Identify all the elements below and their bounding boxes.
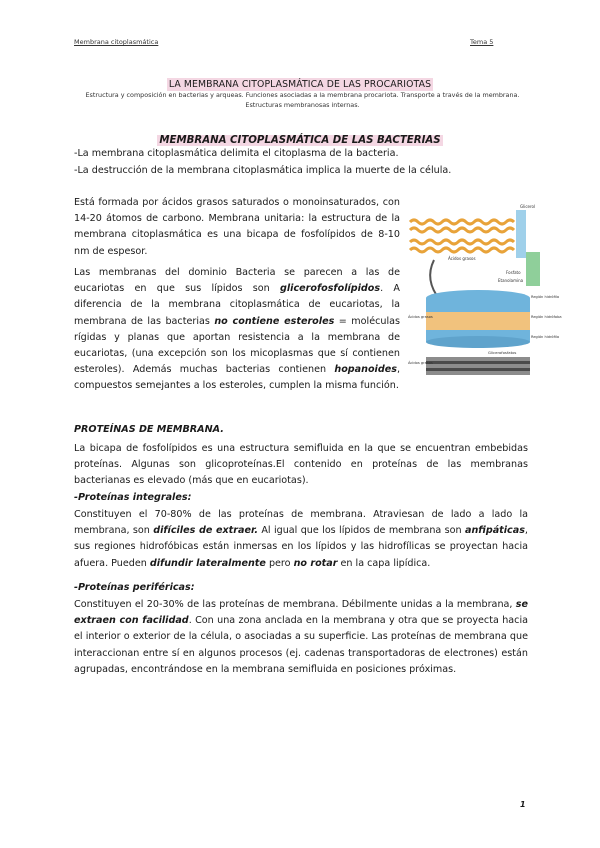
label-glycerol: Glicerol (520, 204, 536, 209)
term-se-extraen: se extraen con facilidad (74, 599, 528, 627)
text-span: Las membranas del dominio Bacteria se parecen a las de eucariotas en que sus lípidos son (74, 267, 400, 295)
paragraph-integral (74, 507, 528, 572)
page-number: 1 (520, 800, 526, 809)
text-span: = moléculas rígidas y planas que aportan resistencia a la membrana de eucariotas, (una excepción son los micoplasmas que sí contienen esteroles). Además muchas bacterias contienen (74, 315, 400, 376)
label-hydrophilic: Región hidrófila (531, 295, 560, 299)
text-span: pero (265, 557, 294, 569)
term-hopanoides: hopanoides (334, 364, 397, 376)
term-dificiles-extraer: difíciles de extraer. (153, 525, 258, 537)
label-phosphate: Fosfato (506, 270, 521, 275)
term-glicerofosfolipidos: glicerofosfolípidos (280, 283, 381, 295)
label-hydrophobic: Región hidrófoba (531, 315, 562, 319)
phospholipid-chains (410, 220, 514, 252)
header-right: Tema 5 (470, 38, 494, 46)
text-span: Constituyen el 70-80% de las proteínas de membrana. Atraviesan de lado a lado la membrana, son (74, 509, 528, 537)
label-fatty-acids-3: Ácidos grasos (408, 361, 433, 365)
label-ethanolamine: Etanolamina (498, 278, 524, 283)
text-span: , compuestos semejantes a los esteroles, cumplen la misma función. (74, 364, 400, 392)
bilayer-diagram (426, 290, 530, 348)
text-span: Constituyen el 20-30% de las proteínas de membrana. Débilmente unidas a la membrana, (74, 599, 516, 610)
bullet-2: -La destrucción de la membrana citoplasmática implica la muerte de la célula. (74, 165, 452, 176)
ethanolamine-block (526, 252, 540, 286)
label-fatty-acids: Ácidos grasos (448, 256, 476, 261)
micrograph (426, 357, 530, 375)
header-left: Membrana citoplasmática (74, 38, 159, 46)
membrane-figure (408, 200, 562, 410)
term-difundir-lateralmente: difundir lateralmente (149, 557, 266, 569)
term-no-esteroles: no contiene esteroles (214, 315, 335, 327)
integral-heading: -Proteínas integrales: (74, 492, 192, 503)
text-span: en la capa lipídica. (337, 557, 431, 569)
label-hydrophilic-2: Región hidrófila (531, 335, 560, 339)
text-span: . A diferencia de la membrana citoplasmática de eucariotas, la membrana de las bacterias (74, 283, 400, 327)
page-title: LA MEMBRANA CITOPLASMÁTICA DE LAS PROCARIOTAS (168, 79, 432, 90)
paragraph-glycerophospholipids (74, 265, 400, 395)
paragraph-proteins-intro: La bicapa de fosfolípidos es una estructura semifluida en la que se encuentran embebidas proteínas. Algunas son glicoproteínas.El contenido en proteínas de las membranas bacterianas es elevado (más que en eucariotas). (74, 443, 528, 487)
section1-heading: MEMBRANA CITOPLASMÁTICA DE LAS BACTERIAS (159, 135, 441, 146)
section1-heading-wrap (0, 128, 600, 147)
label-fatty-acids-2: Ácidos grasos (408, 315, 433, 319)
paragraph-peripheral (74, 597, 528, 678)
section2-heading: PROTEÍNAS DE MEMBRANA. (74, 424, 224, 435)
text-span: , sus regiones hidrofóbicas están inmersas en los lípidos y las hidrofílicas se proyectan hacia afuera. Pueden (74, 525, 528, 569)
glycerol-block (516, 210, 526, 258)
page-title-wrap (0, 72, 600, 91)
text-span: Al igual que los lípidos de membrana son (258, 525, 465, 537)
label-glycerophosphates: Glicerofosfatos (488, 350, 517, 355)
term-no-rotar: no rotar (293, 557, 338, 569)
page-subtitle: Estructura y composición en bacterias y arqueas. Funciones asociadas a la membrana procariota. Transporte a través de la membrana. Estructuras membranosas internas. (85, 91, 520, 109)
paragraph-structure: Está formada por ácidos grasos saturados o monoinsaturados, con 14-20 átomos de carbono. Membrana unitaria: la estructura de la membrana citoplasmática es una bicapa de fosfolípidos de 8-10 nm de espesor. (74, 197, 400, 257)
text-span: . Con una zona anclada en la membrana y otra que se proyecta hacia el interior o exterior de la célula, o asociadas a su superficie. Las proteínas de membrana que interaccionan entre sí en algunos procesos (ej. cadenas transportadoras de electrones) están agrupadas, encontrándose en la membrana semifluida en posiciones próximas. (74, 615, 528, 675)
term-anfipaticas: anfipáticas (464, 525, 525, 537)
bullet-1: -La membrana citoplasmática delimita el citoplasma de la bacteria. (74, 148, 399, 159)
peripheral-heading: -Proteínas periféricas: (74, 582, 195, 593)
